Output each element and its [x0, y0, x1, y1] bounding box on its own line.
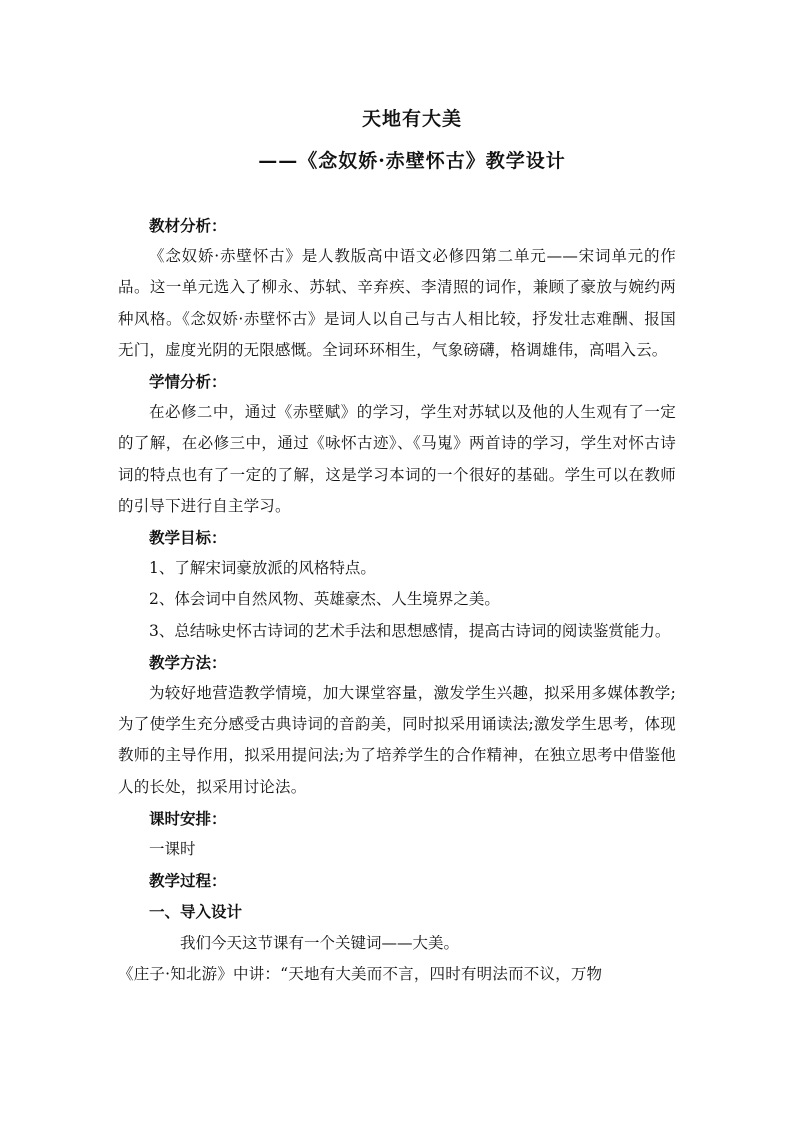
teaching-goal-item: 2、体会词中自然风物、英雄豪杰、人生境界之美。 [149, 590, 500, 609]
quote-line: 《庄子·知北游》中讲：“天地有大美而不言，四时有明法而不议，万物 [118, 964, 603, 983]
intro-line: 我们今天这节课有一个关键词——大美。 [180, 933, 460, 952]
teaching-methods-heading: 教学方法： [149, 652, 227, 672]
material-analysis-text: 《念奴娇·赤壁怀古》是人教版高中语文必修四第二单元——宋词单元的作品。这一单元选入了柳永、苏轼、辛弃疾、李清照的词作，兼顾了豪放与婉约两种风格。《念奴娇·赤壁怀古》是词人以自己与古人相比较，抒发壮志难酬、报国无门，虚度光阴的无限感慨。全词环环相生，气象磅礴，格调雄伟，高唱入云。 [118, 247, 676, 359]
document-body [118, 210, 676, 990]
teaching-process-heading: 教学过程： [149, 871, 227, 891]
class-schedule-text: 一课时 [149, 840, 196, 859]
teaching-goal-item: 3、总结咏史怀古诗词的艺术手法和思想感情，提高古诗词的阅读鉴赏能力。 [149, 621, 671, 640]
student-analysis-text: 在必修二中，通过《赤壁赋》的学习，学生对苏轼以及他的人生观有了一定的了解，在必修三中，通过《咏怀古迹》、《马嵬》两首诗的学习，学生对怀古诗词的特点也有了一定的了解，这是学习本词的一个很好的基础。学生可以在教师的引导下进行自主学习。 [118, 403, 676, 515]
page-subtitle: ——《念奴娇·赤壁怀古》教学设计 [258, 150, 566, 172]
teaching-goals-heading: 教学目标： [149, 528, 227, 548]
class-schedule-heading: 课时安排： [149, 808, 227, 828]
material-analysis-heading: 教材分析： [149, 216, 227, 235]
intro-design-heading: 一、导入设计 [149, 902, 243, 922]
teaching-goal-item: 1、了解宋词豪放派的风格特点。 [149, 559, 376, 578]
page-title: 天地有大美 [361, 108, 462, 130]
teaching-methods-text: 为较好地营造教学情境，加大课堂容量，激发学生兴趣，拟采用多媒体教学;为了使学生充分感受古典诗词的音韵美，同时拟采用诵读法;激发学生思考，体现教师的主导作用，拟采用提问法;为了培养学生的合作精神，在独立思考中借鉴他人的长处，拟采用讨论法。 [118, 684, 676, 796]
student-analysis-heading: 学情分析： [149, 372, 227, 392]
